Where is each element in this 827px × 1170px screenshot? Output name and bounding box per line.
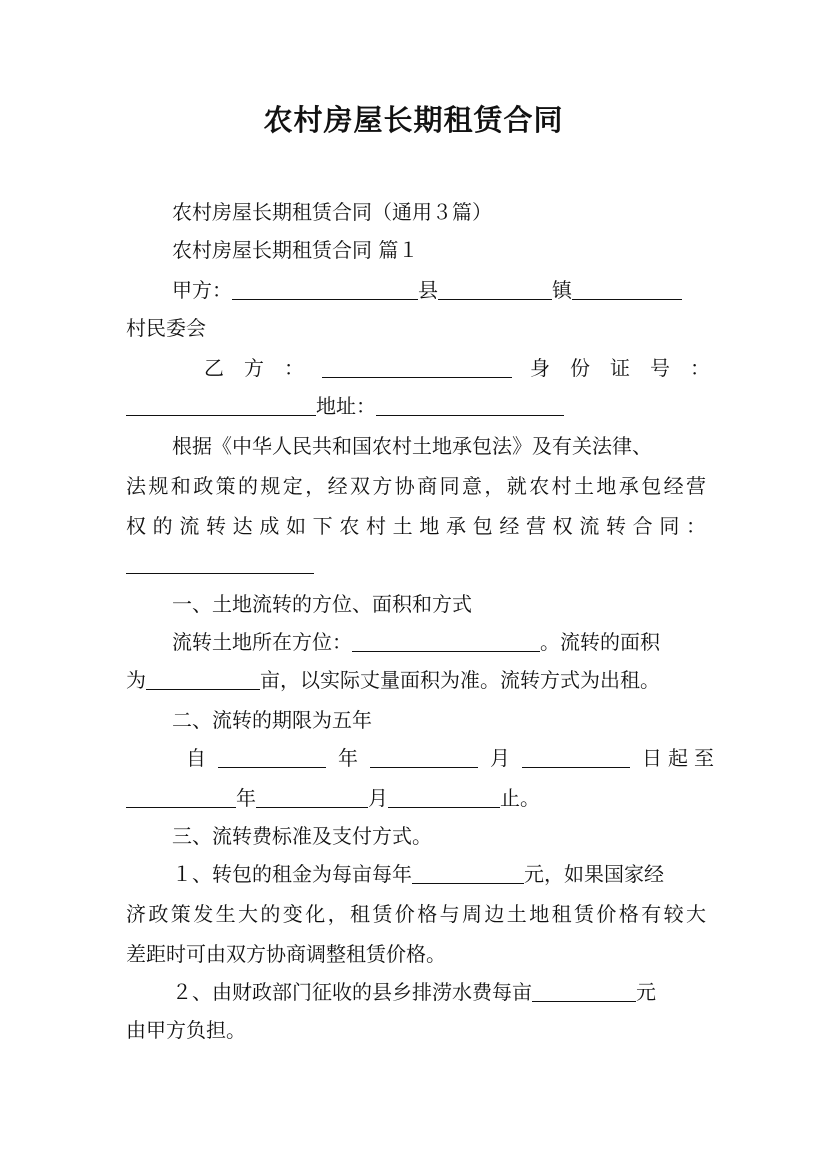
- area-blank: [146, 669, 260, 690]
- end-month-blank: [256, 787, 368, 808]
- year2-label: 年: [236, 786, 256, 810]
- end-day-blank: [388, 787, 500, 808]
- location-label: 流转土地所在方位：: [172, 630, 352, 654]
- area-tail: 。流转的面积: [540, 630, 660, 654]
- party-a-label: 甲方：: [172, 278, 232, 302]
- area-prefix: 为: [126, 668, 146, 692]
- end-year-blank: [126, 787, 236, 808]
- village-blank: [572, 279, 682, 300]
- basis-line-2: 法规和政策的规定，经双方协商同意，就农村土地承包经营: [126, 474, 706, 498]
- party-b-blank: [322, 357, 512, 378]
- basis-blank: [126, 553, 314, 574]
- item-2-line-1: [172, 978, 706, 1006]
- item-2-unit: 元: [636, 980, 656, 1004]
- address-label: 地址：: [316, 394, 376, 418]
- item-2-text: ２、由财政部门征收的县乡排涝水费每亩: [172, 980, 532, 1004]
- basis-blank-line: [126, 550, 706, 578]
- area-suffix: 亩，以实际丈量面积为准。流转方式为出租。: [260, 668, 660, 692]
- town-label: 镇: [552, 278, 572, 302]
- county-blank: [232, 279, 418, 300]
- id-blank: [126, 395, 316, 416]
- item-1-text: １、转包的租金为每亩每年: [172, 862, 412, 886]
- id-address-line: [126, 392, 706, 420]
- from-label: 自: [186, 746, 206, 770]
- part-heading: 农村房屋长期租赁合同 篇１: [172, 238, 419, 262]
- party-a-line: [172, 276, 706, 304]
- start-day-blank: [522, 747, 630, 768]
- location-blank: [352, 631, 540, 652]
- section-1-heading: 一、土地流转的方位、面积和方式: [172, 592, 472, 616]
- village-committee: 村民委会: [126, 316, 206, 340]
- drainage-fee-blank: [532, 981, 636, 1002]
- item-1-tail: 元，如果国家经: [524, 862, 664, 886]
- year-label: 年: [338, 746, 358, 770]
- item-1-line-1: [172, 860, 706, 888]
- party-b-line: [204, 354, 710, 382]
- section-2-heading: 二、流转的期限为五年: [172, 708, 372, 732]
- document-title: 农村房屋长期租赁合同: [263, 103, 564, 137]
- section-1-area: [126, 666, 706, 694]
- basis-line-3: 权的流转达成如下农村土地承包经营权流转合同：: [126, 514, 706, 538]
- county-label: 县: [418, 278, 438, 302]
- id-label: 身 份 证 号 ：: [530, 356, 710, 380]
- town-blank: [438, 279, 552, 300]
- address-blank: [376, 395, 564, 416]
- item-1-line-3: 差距时可由双方协商调整租赁价格。: [126, 942, 446, 966]
- day-start-label: 日起至: [642, 746, 720, 770]
- end-label: 止。: [500, 786, 540, 810]
- item-2-line-2: 由甲方负担。: [126, 1018, 246, 1042]
- section-3-heading: 三、流转费标准及支付方式。: [172, 824, 432, 848]
- subtitle: 农村房屋长期租赁合同（通用３篇）: [172, 200, 492, 224]
- month-label: 月: [490, 746, 510, 770]
- section-1-location: [172, 628, 706, 656]
- start-month-blank: [370, 747, 478, 768]
- party-b-label: 乙 方 ：: [204, 356, 304, 380]
- term-start-line: [186, 744, 720, 772]
- start-year-blank: [218, 747, 326, 768]
- month2-label: 月: [368, 786, 388, 810]
- basis-line-1: 根据《中华人民共和国农村土地承包法》及有关法律、: [172, 434, 652, 458]
- item-1-line-2: 济政策发生大的变化，租赁价格与周边土地租赁价格有较大: [126, 902, 706, 926]
- term-end-line: [126, 784, 706, 812]
- rent-blank: [412, 863, 524, 884]
